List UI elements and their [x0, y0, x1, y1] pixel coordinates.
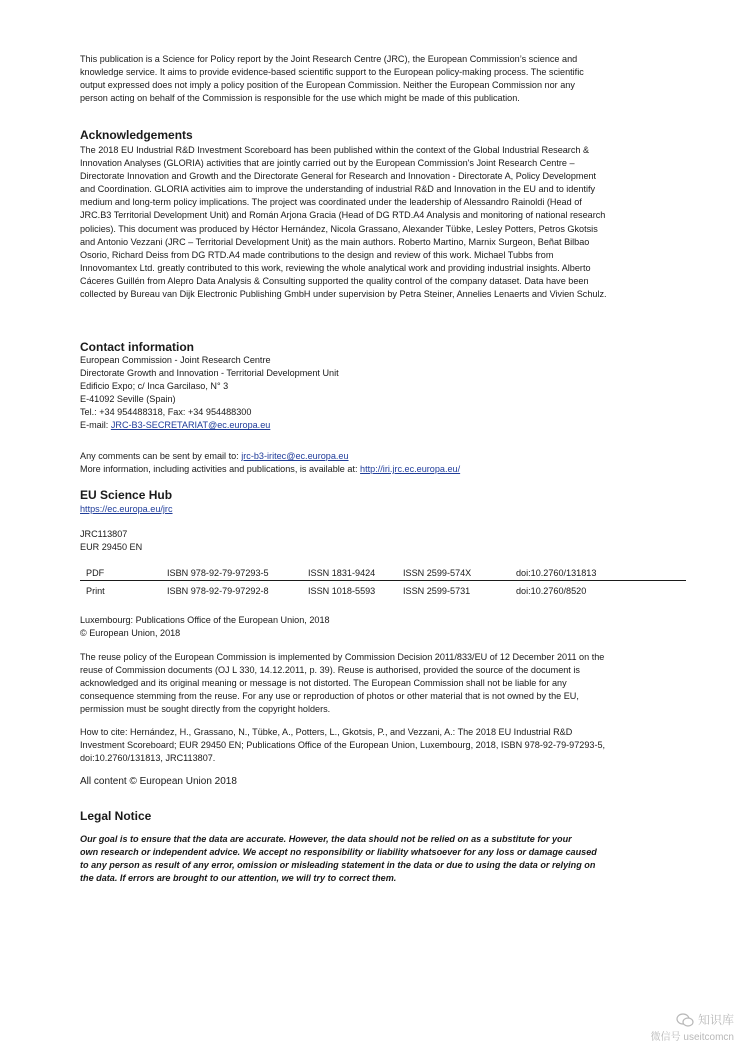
contact-line: European Commission - Joint Research Centre	[80, 355, 271, 365]
reuse-policy-paragraph	[80, 651, 680, 716]
publisher-line: Luxembourg: Publications Office of the European Union, 2018	[80, 615, 330, 625]
watermark	[651, 1011, 734, 1043]
text-line: Directorate Innovation and Growth and the Directorate General for Research and Innovation - Directorate A, Policy Development	[80, 171, 597, 182]
eur-number: EUR 29450 EN	[80, 542, 143, 553]
table-cell: doi:10.2760/131813	[516, 568, 597, 578]
contact-line: Tel.: +34 954488318, Fax: +34 954488300	[80, 407, 252, 418]
text-line: reuse of Commission documents (OJ L 330, 14.12.2011, p. 39). Reuse is authorised, provided the source of the document is	[80, 665, 580, 676]
text-line: knowledge service. It aims to provide evidence-based scientific support to the European policy-making process. The scientific	[80, 67, 584, 78]
acknowledgements-heading: Acknowledgements	[80, 128, 193, 142]
contact-heading: Contact information	[80, 340, 194, 354]
table-cell: PDF	[86, 568, 105, 578]
table-cell: ISSN 1018-5593	[308, 586, 376, 596]
more-info-block	[80, 450, 680, 476]
text-line: and Antonio Vezzani (JRC – Territorial Development Unit) as the main authors. Roberto Martino, Marnix Surgeon, Beñat Bilbao	[80, 236, 590, 247]
text-line: Our goal is to ensure that the data are accurate. However, the data should not be relied on as a substitute for your	[80, 834, 572, 844]
text-line: Innovation Analyses (GLORIA) activities that are jointly carried out by the European Commission's Joint Research Centre –	[80, 158, 575, 169]
email-line	[80, 419, 680, 432]
text-line: Investment Scoreboard; EUR 29450 EN; Publications Office of the European Union, Luxembourg, 2018, ISBN 978-92-79-97293-5,	[80, 740, 606, 751]
science-hub-heading: EU Science Hub	[80, 488, 173, 502]
intro-paragraph	[80, 53, 680, 105]
table-cell: doi:10.2760/8520	[516, 586, 587, 596]
text-line: The reuse policy of the European Commission is implemented by Commission Decision 2011/833/EU of 12 December 2011 on the	[80, 652, 605, 662]
text-line: policies). This document was produced by Héctor Hernández, Nicola Grassano, Alexander Tübke, Lesley Potters, Petros Gkotsis	[80, 223, 598, 234]
table-cell: ISSN 1831-9424	[308, 568, 376, 578]
contact-line: E-41092 Seville (Spain)	[80, 394, 176, 405]
text-line: own research or independent advice. We accept no responsibility or liability whatsoever for any loss or damage caused	[80, 847, 597, 858]
publisher-block	[80, 614, 680, 640]
science-hub-link[interactable]: https://ec.europa.eu/jrc	[80, 504, 173, 514]
table-row-print	[80, 584, 686, 598]
contact-line: Edificio Expo; c/ Inca Garcilaso, N° 3	[80, 381, 229, 392]
text-line: Innovomantex Ltd. greatly contributed to this work, reviewing the whole analytical work and providing industrial insights. Alberto	[80, 262, 591, 273]
legal-notice-paragraph	[80, 833, 680, 885]
text-line: permission must be sought directly from the copyright holders.	[80, 704, 331, 715]
table-cell: ISBN 978-92-79-97292-8	[167, 586, 269, 596]
text-line: acknowledged and its original meaning or message is not distorted. The European Commission shall not be liable for any	[80, 678, 567, 689]
contact-line: Directorate Growth and Innovation - Territorial Development Unit	[80, 368, 339, 379]
wechat-icon	[676, 1013, 694, 1027]
iri-website-link[interactable]: http://iri.jrc.ec.europa.eu/	[360, 464, 461, 475]
citation-paragraph	[80, 726, 680, 765]
acknowledgements-paragraph	[80, 144, 680, 301]
copyright-line: © European Union, 2018	[80, 628, 181, 639]
text-line: Cáceres Guillén from Alepro Data Analysis & Consulting supported the quality control of the company dataset. Data have been	[80, 275, 589, 286]
queries-label: Any comments can be sent by email to:	[80, 451, 242, 461]
more-info-label: More information, including activities and publications, is available at:	[80, 464, 361, 475]
text-line: medium and long-term policy implications. The project was coordinated under the leadership of Alessandro Rainoldi (Head of	[80, 197, 582, 208]
all-content-copyright: All content © European Union 2018	[80, 776, 237, 787]
text-line: output expressed does not imply a policy position of the European Commission. Neither the European Commission nor any	[80, 80, 575, 91]
text-line: Osorio, Richard Deiss from DG RTD.A4 made contributions to the design and review of this work. Michael Tubbs from	[80, 249, 554, 260]
watermark-name: 知识库	[697, 1013, 734, 1027]
queries-email-link[interactable]: jrc-b3-iritec@ec.europa.eu	[241, 451, 349, 461]
text-line: to any person as result of any error, omission or misleading statement in the data or due to using the data or relying on	[80, 860, 596, 871]
text-line: the data. If errors are brought to our attention, we will try to correct them.	[80, 873, 397, 884]
text-line: and Coordination. GLORIA activities aim to improve the understanding of industrial R&D and Innovation in the EU and to identify	[80, 184, 596, 195]
queries-line	[80, 450, 680, 463]
science-hub-link-line	[80, 503, 680, 516]
text-line: The 2018 EU Industrial R&D Investment Scoreboard has been published within the context of the Global Industrial Research &	[80, 145, 590, 155]
contact-block	[80, 354, 680, 433]
table-row-pdf	[80, 566, 686, 581]
table-cell: ISSN 2599-574X	[403, 568, 472, 578]
text-line: person acting on behalf of the Commission is responsible for the use which might be made of this publication.	[80, 93, 520, 104]
watermark-subtitle: 微信号 useitcomcn	[650, 1032, 734, 1043]
table-cell: Print	[86, 586, 105, 596]
text-line: doi:10.2760/131813, JRC113807.	[80, 753, 216, 764]
identifiers	[80, 528, 680, 554]
jrc-number: JRC113807	[80, 529, 128, 539]
text-line: consequence stemming from the reuse. For any use or reproduction of photos or other material that is not owned by the EU,	[80, 691, 579, 702]
text-line: This publication is a Science for Policy report by the Joint Research Centre (JRC), the European Commission’s science and	[80, 54, 578, 64]
table-cell: ISBN 978-92-79-97293-5	[167, 568, 269, 578]
table-cell: ISSN 2599-5731	[403, 586, 471, 596]
publication-table	[80, 566, 686, 598]
legal-notice-heading: Legal Notice	[80, 809, 152, 823]
text-line: JRC.B3 Territorial Development Unit) and Román Arjona Gracia (Head of DG RTD.A4 Analysis and monitoring of national research	[80, 210, 606, 221]
text-line: How to cite: Hernández, H., Grassano, N., Tübke, A., Potters, L., Gkotsis, P., and Vezzani, A.: The 2018 EU Industrial R&D	[80, 727, 573, 737]
email-label: E-mail:	[80, 420, 111, 431]
email-link[interactable]: JRC-B3-SECRETARIAT@ec.europa.eu	[110, 420, 271, 431]
more-info-line	[80, 463, 680, 476]
text-line: collected by Bureau van Dijk Electronic Publishing GmbH under supervision by Petra Steiner, Annelies Lenaerts and Vivien Schulz.	[80, 289, 607, 300]
